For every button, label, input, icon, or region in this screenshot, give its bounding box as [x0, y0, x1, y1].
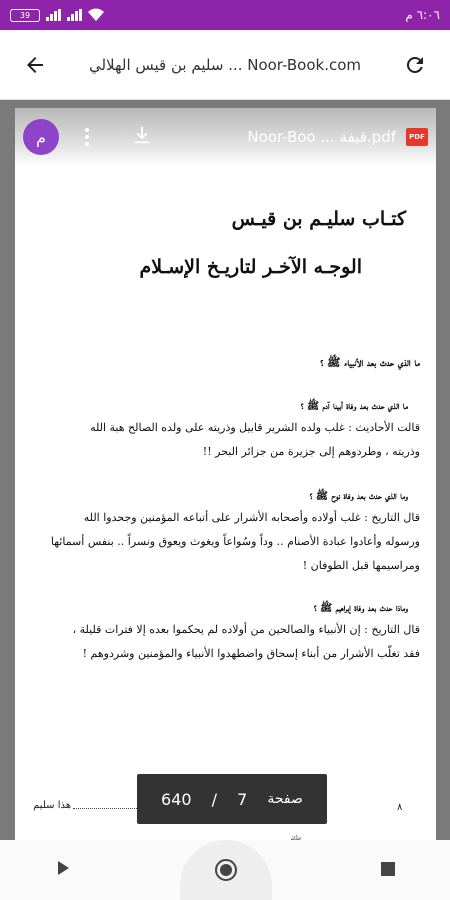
play-icon	[55, 860, 71, 876]
current-page: 7	[237, 789, 248, 809]
home-icon	[214, 858, 238, 882]
book-subtitle: الوجـه الآخـر لتاريـخ الإسـلام	[139, 256, 362, 278]
stop-button[interactable]	[381, 861, 395, 880]
answer-abraham-2: فقد تغلّب الأشرار من أبناء إسحاق واضطهدوا الأنبياء والمؤمنين وشردوهم !	[82, 647, 420, 660]
pdf-viewer[interactable]	[0, 100, 450, 840]
question-adam: ما الذي حدث بعد وفاة أبينا آدم ﷺ ؟	[300, 401, 408, 412]
pdf-page	[15, 108, 436, 853]
page-title: سليم بن قيس الهلالي ... Noor-Book.com	[88, 55, 362, 74]
back-button[interactable]	[0, 30, 70, 100]
signal-icon	[46, 9, 61, 21]
arrow-back-icon	[23, 53, 47, 77]
answer-noah-2: ورسوله وأعادوا عبادة الأصنام .. وداً وسُواعاً ويغوث ويعوق ونسراً .. بنفس أسمائها	[50, 535, 420, 548]
stop-icon	[381, 862, 395, 876]
status-icons	[10, 9, 104, 22]
app-bar	[0, 30, 450, 100]
total-pages: 640	[161, 789, 192, 809]
answer-adam-2: وذريته ، وطردوهم إلى جزيرة من جزائر البحر !!	[202, 445, 420, 458]
refresh-icon	[403, 53, 427, 77]
pdf-filename: Noor-Boo ... قيفة.pdf	[247, 128, 396, 146]
navigation-bar	[0, 840, 450, 900]
signal-icon-2	[67, 9, 82, 21]
answer-abraham-1: قال التاريخ : إن الأنبياء والصالحين من أولاده لم يحكموا بعده إلا فترات قليلة ،	[72, 623, 420, 636]
battery-icon	[10, 9, 40, 22]
home-button[interactable]	[180, 840, 272, 900]
question-noah: وما الذي حدث بعد وفاة نوح ﷺ ؟	[309, 491, 408, 502]
reload-button[interactable]	[380, 30, 450, 100]
download-button[interactable]	[131, 124, 153, 150]
section-question: ما الذي حدث بعد الأنبياء ﷺ ؟	[320, 356, 420, 369]
book-title: كتـاب سليـم بن قيـس	[231, 208, 406, 230]
page-separator: /	[211, 789, 218, 809]
page-label: صفحة	[267, 791, 303, 807]
more-options-icon[interactable]	[85, 128, 89, 146]
avatar[interactable]: م	[23, 119, 59, 155]
answer-adam-1: قالت الأحاديث : غلب ولده الشرير قابيل وذريته على ولده الصالح هبة الله	[90, 421, 420, 434]
pdf-file-icon: PDF	[406, 128, 428, 146]
play-button[interactable]	[55, 860, 71, 880]
next-page-number: ٨	[397, 802, 403, 813]
status-bar	[0, 0, 450, 30]
status-time: ٦:٠٦ م	[405, 8, 440, 22]
answer-noah-1: قال التاريخ : غلب أولاده وأصحابه الأشرار على أتباعه المؤمنين وجحدوا الله	[83, 511, 420, 524]
battery-level: 39	[19, 10, 31, 20]
question-abraham: وماذا حدث بعد وفاة إبراهيم ﷺ ؟	[313, 603, 408, 614]
answer-noah-3: ومراسيمها قبل الطوفان !	[302, 559, 420, 572]
toc-entry-1: هذا سليم	[33, 800, 71, 811]
wifi-icon	[88, 9, 104, 21]
page-indicator	[137, 774, 327, 824]
pdf-toolbar	[15, 108, 436, 166]
download-icon	[131, 124, 153, 146]
